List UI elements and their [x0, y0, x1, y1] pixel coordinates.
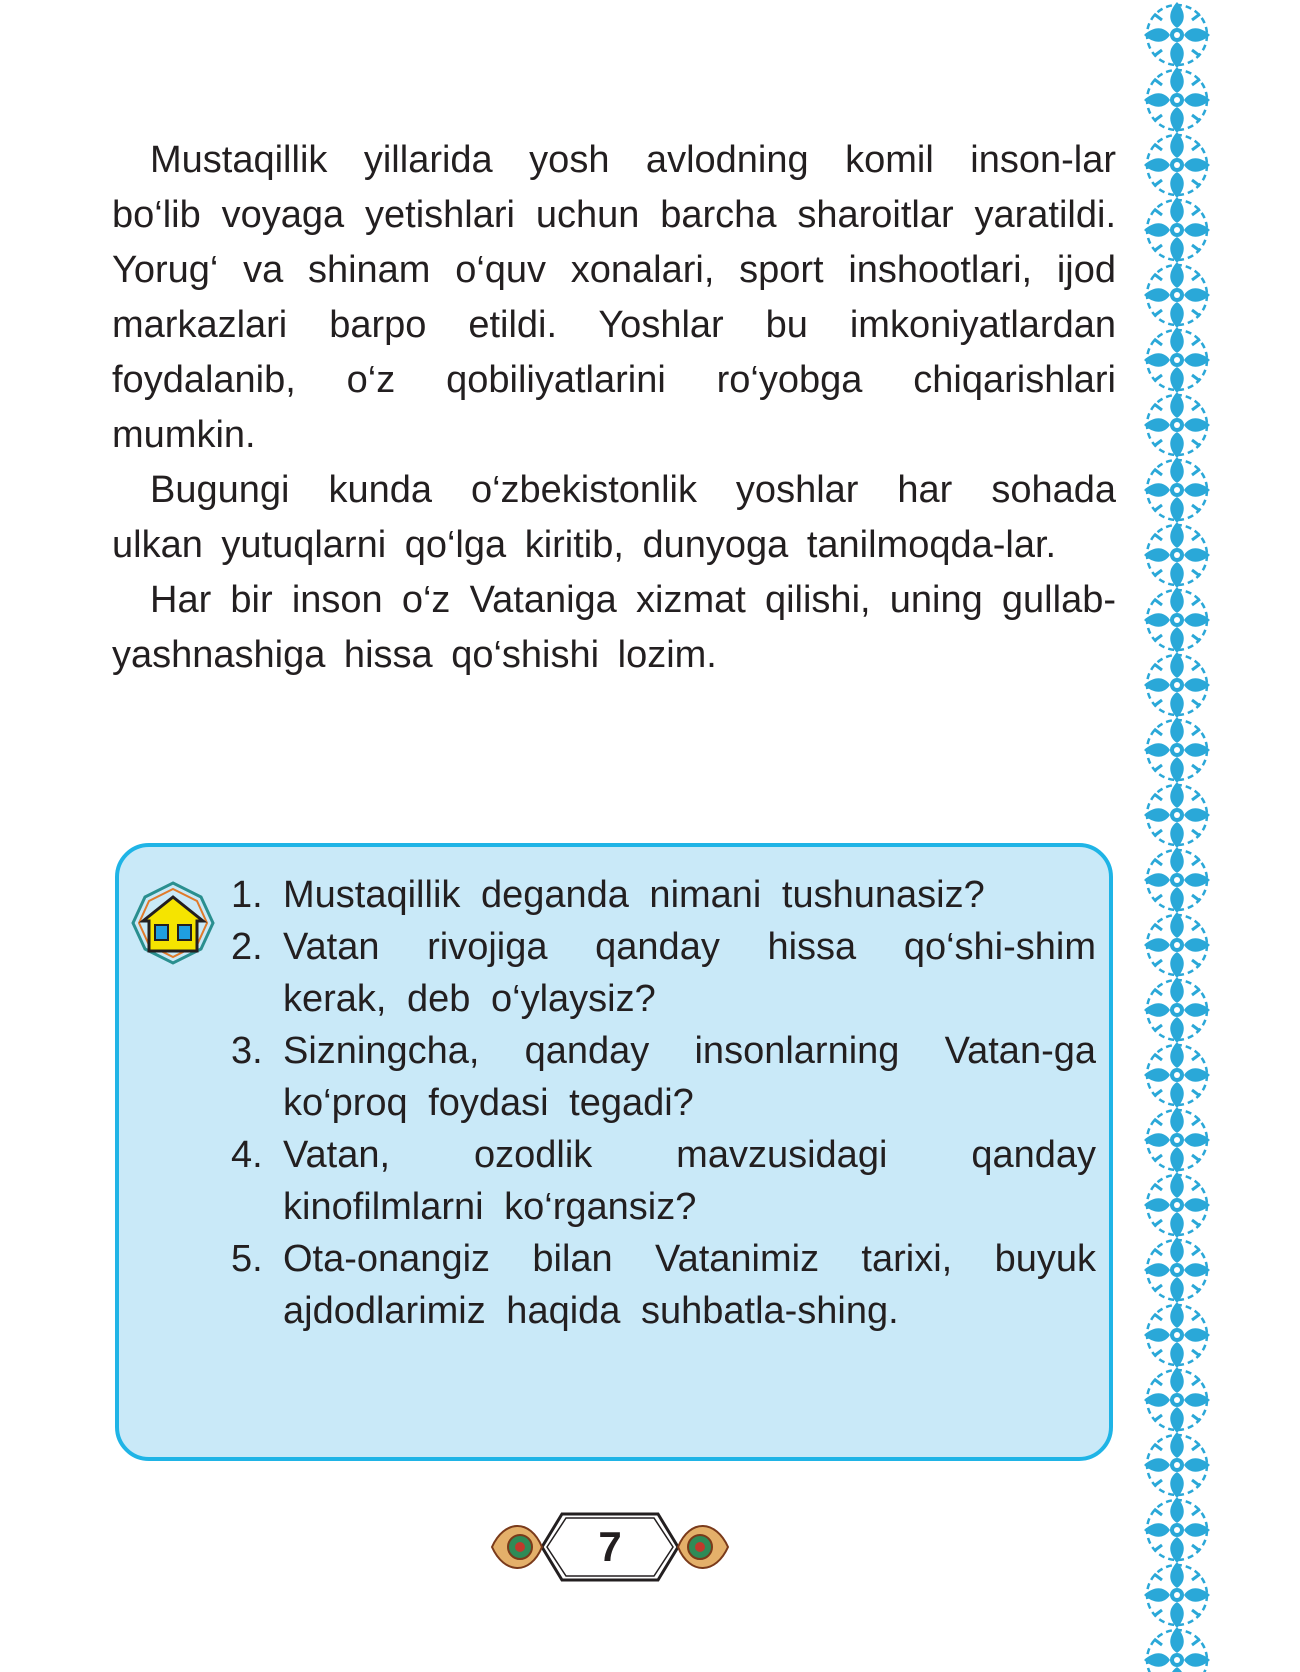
paragraph-3: Har bir inson o‘z Vataniga xizmat qilishi, uning gullab-yashnashiga hissa qo‘shishi lozim. [112, 579, 1116, 676]
question-item [231, 869, 1096, 921]
question-number: 4. [231, 1134, 263, 1176]
page-number-badge [490, 1500, 730, 1594]
question-number: 1. [231, 874, 263, 916]
paragraph-2: Bugungi kunda o‘zbekistonlik yoshlar har sohada ulkan yutuqlarni qo‘lga kiritib, dunyoga tanilmoqda-lar. [112, 469, 1116, 566]
question-item [231, 921, 1096, 1025]
question-text: Mustaqillik deganda nimani tushunasiz? [283, 874, 985, 916]
paragraph-1: Mustaqillik yillarida yosh avlodning komil inson-lar bo‘lib voyaga yetishlari uchun barcha sharoitlar yaratildi. Yorug‘ va shinam o‘quv xonalari, sport inshootlari, ijod markazlari barpo etildi. Yoshlar bu imkoniyatlardan foydalanib, o‘z qobiliyatlarini ro‘yobga chiqarishlari mumkin. [112, 139, 1116, 456]
question-item [231, 1233, 1096, 1337]
question-text: Sizningcha, qanday insonlarning Vatan-ga ko‘proq foydasi tegadi? [283, 1030, 1096, 1124]
questions-list [231, 869, 1096, 1337]
page-number: 7 [598, 1523, 622, 1570]
ornamental-border [1140, 0, 1215, 1672]
question-item [231, 1025, 1096, 1129]
question-number: 2. [231, 926, 263, 968]
question-text: Ota-onangiz bilan Vatanimiz tarixi, buyuk ajdodlarimiz haqida suhbatla-shing. [283, 1238, 1096, 1332]
main-text [112, 133, 1116, 683]
questions-box [115, 843, 1113, 1461]
question-item [231, 1129, 1096, 1233]
question-text: Vatan, ozodlik mavzusidagi qanday kinofilmlarni ko‘rgansiz? [283, 1134, 1096, 1228]
house-icon [129, 879, 217, 967]
question-number: 5. [231, 1238, 263, 1280]
question-number: 3. [231, 1030, 263, 1072]
question-text: Vatan rivojiga qanday hissa qo‘shi-shim kerak, deb o‘ylaysiz? [283, 926, 1096, 1020]
